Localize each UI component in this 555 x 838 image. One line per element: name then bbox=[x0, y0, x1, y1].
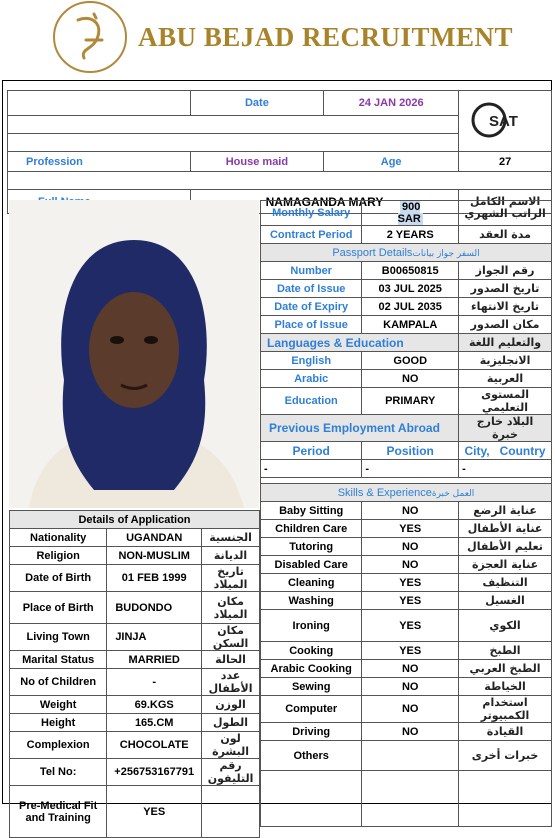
passport-expiry-value: 02 JUL 2035 bbox=[362, 298, 459, 316]
col-position: Position bbox=[362, 442, 459, 460]
company-name: ABU BEJAD RECRUITMENT bbox=[138, 22, 514, 52]
passport-number-value: B00650815 bbox=[362, 262, 459, 280]
application-title: Details of Application bbox=[10, 511, 260, 529]
salary-label: Monthly Salary bbox=[261, 201, 362, 226]
skill-label: Computer bbox=[261, 696, 362, 723]
skill-value: YES bbox=[362, 574, 459, 592]
app-value: +256753167791 bbox=[107, 759, 202, 786]
app-value: 69.KGS bbox=[107, 696, 202, 714]
app-label: Height bbox=[10, 714, 107, 732]
age-label: Age bbox=[324, 152, 459, 172]
salary-value: 900 SAR bbox=[362, 201, 459, 226]
app-value: CHOCOLATE bbox=[107, 732, 202, 759]
date-label: Date bbox=[190, 91, 323, 116]
col-period: Period bbox=[261, 442, 362, 460]
skill-value: YES bbox=[362, 610, 459, 642]
app-label: Tel No: bbox=[10, 759, 107, 786]
passport-issue-value: 03 JUL 2025 bbox=[362, 280, 459, 298]
salary-ar: الراتب الشهري bbox=[459, 201, 552, 226]
passport-number-label: Number bbox=[261, 262, 362, 280]
passport-place-label: Place of Issue bbox=[261, 316, 362, 334]
fullname-ar: الاسم الكامل bbox=[459, 190, 552, 214]
app-label: Living Town bbox=[10, 624, 107, 651]
skill-label: Others bbox=[261, 741, 362, 771]
company-logo bbox=[50, 0, 130, 75]
app-value: YES bbox=[107, 786, 202, 838]
age-value: 27 bbox=[459, 152, 552, 172]
arabic-value: NO bbox=[362, 370, 459, 388]
app-label: Religion bbox=[10, 547, 107, 565]
right-details-table: Monthly Salary 900 SAR الراتب الشهري Contract Period 2 YEARS مدة العقد Passport Detailsالسفر جواز بيانات Number B00650815 رقم الجواز Date of Issue 03 JUL 2025 تاريخ الصدور Date of Expiry 02 JUL 2035 تاريخ الانتهاء Place of Issue KAMPALA مكان الصدور Languages & Education والتعليم اللغة English GOOD الانجليزية Arabic NO العربية Education PRIMARY المستوى التعليمي Previous Employment Abroad البلاد خارج خبرة Period Position City, Country - - - Skills & Experienceالعمل خبرة Baby Sitting NO عناية الرضع Children Care YES عناية الأطفال Tutoring NO تعليم الأطفال Disabled Care NO عناية العجزة Cleaning YES التنظيف Washing YES الغسيل Ironing YES الكوي Cooking YES الطبخ Arabic Cooking NO الطبخ العربي Sewing NO الخياطة Computer NO استخدام الكمبيوتر Driving NO القيادة Others خبرات أخرى bbox=[260, 200, 552, 827]
skill-label: Arabic Cooking bbox=[261, 660, 362, 678]
skill-value: NO bbox=[362, 723, 459, 741]
skill-value: YES bbox=[362, 642, 459, 660]
skill-value: NO bbox=[362, 678, 459, 696]
agency-logo bbox=[459, 91, 552, 152]
app-value: UGANDAN bbox=[107, 529, 202, 547]
skill-label: Driving bbox=[261, 723, 362, 741]
sat-logo-icon bbox=[469, 100, 541, 140]
skill-label: Children Care bbox=[261, 520, 362, 538]
passport-place-value: KAMPALA bbox=[362, 316, 459, 334]
app-value: 165.CM bbox=[107, 714, 202, 732]
app-label: Date of Birth bbox=[10, 565, 107, 592]
passport-issue-label: Date of Issue bbox=[261, 280, 362, 298]
app-value: NON-MUSLIM bbox=[107, 547, 202, 565]
skill-value: NO bbox=[362, 502, 459, 520]
english-value: GOOD bbox=[362, 352, 459, 370]
candidate-photo bbox=[9, 200, 259, 508]
skill-value: NO bbox=[362, 556, 459, 574]
education-label: Education bbox=[261, 388, 362, 415]
top-info-table bbox=[7, 90, 552, 214]
app-label: Pre-Medical Fit and Training bbox=[10, 786, 107, 838]
skill-label: Sewing bbox=[261, 678, 362, 696]
languages-title: Languages & Education bbox=[261, 334, 459, 352]
skill-label: Washing bbox=[261, 592, 362, 610]
skill-label: Baby Sitting bbox=[261, 502, 362, 520]
skill-label: Tutoring bbox=[261, 538, 362, 556]
app-label: Place of Birth bbox=[10, 592, 107, 624]
app-value: JINJA bbox=[107, 624, 202, 651]
skill-value: YES bbox=[362, 592, 459, 610]
passport-expiry-label: Date of Expiry bbox=[261, 298, 362, 316]
skill-label: Disabled Care bbox=[261, 556, 362, 574]
profession-value: House maid bbox=[190, 152, 323, 172]
skill-value: YES bbox=[362, 520, 459, 538]
app-label: Complexion bbox=[10, 732, 107, 759]
app-label: No of Children bbox=[10, 669, 107, 696]
sat-logo-text: SAT bbox=[489, 112, 519, 130]
skill-value: NO bbox=[362, 696, 459, 723]
passport-title: Passport Detailsالسفر جواز بيانات bbox=[261, 244, 552, 262]
education-value: PRIMARY bbox=[362, 388, 459, 415]
app-label: Weight bbox=[10, 696, 107, 714]
employment-period: - bbox=[261, 460, 362, 478]
contract-value: 2 YEARS bbox=[362, 226, 459, 244]
skill-label: Ironing bbox=[261, 610, 362, 642]
date-value: 24 JAN 2026 bbox=[324, 91, 459, 116]
application-table: Details of Application Nationality UGANDAN الجنسية Religion NON-MUSLIM الديانة Date of Birth 01 FEB 1999 تاريخ الميلاد Place of Birth BUDONDO مكان الميلاد Living Town JINJA مكان السكن Marital Status MARRIED الحالة No of Children - عدد الأطفال Weight 69.KGS الوزن Height 165.CM الطول Complexion CHOCOLATE لون البشرة Tel No: +256753167791 رقم التليفون Pre-Medical Fit and Training YES bbox=[9, 510, 260, 838]
employment-city: - bbox=[459, 460, 552, 478]
app-value: - bbox=[107, 669, 202, 696]
employment-title: Previous Employment Abroad bbox=[261, 415, 459, 442]
profession-label: Profession bbox=[8, 152, 191, 172]
app-value: BUDONDO bbox=[107, 592, 202, 624]
skill-label: Cooking bbox=[261, 642, 362, 660]
skill-value: NO bbox=[362, 660, 459, 678]
skill-value: NO bbox=[362, 538, 459, 556]
contract-ar: مدة العقد bbox=[459, 226, 552, 244]
skill-label: Cleaning bbox=[261, 574, 362, 592]
app-label: Nationality bbox=[10, 529, 107, 547]
arabic-label: Arabic bbox=[261, 370, 362, 388]
skills-title: Skills & Experienceالعمل خبرة bbox=[261, 484, 552, 502]
skill-value bbox=[362, 741, 459, 771]
contract-label: Contract Period bbox=[261, 226, 362, 244]
app-value: MARRIED bbox=[107, 651, 202, 669]
employment-position: - bbox=[362, 460, 459, 478]
app-label: Marital Status bbox=[10, 651, 107, 669]
english-label: English bbox=[261, 352, 362, 370]
fullname-value: NAMAGANDA MARY bbox=[190, 190, 459, 214]
app-value: 01 FEB 1999 bbox=[107, 565, 202, 592]
col-city-country: City, Country bbox=[459, 442, 552, 460]
